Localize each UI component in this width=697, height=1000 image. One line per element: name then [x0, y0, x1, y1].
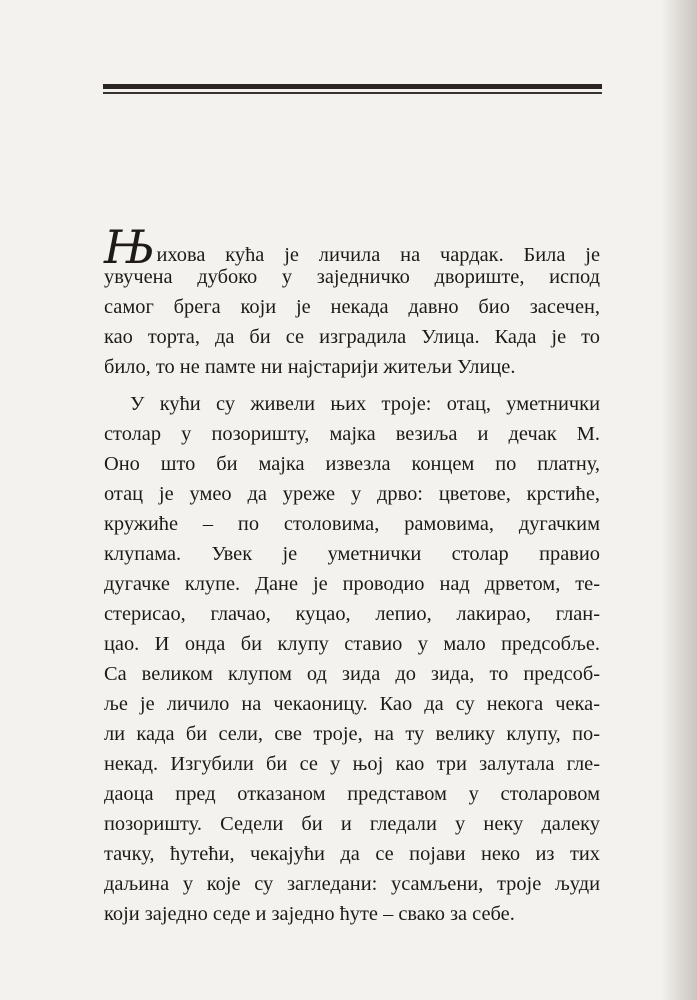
text-line [104, 220, 600, 274]
text-line: отац је умео да уреже у дрво: цветове, крстиће, [104, 483, 600, 505]
header-rule [103, 84, 602, 96]
text-line: кружиће – по столовима, рамовима, дугачким [104, 513, 600, 535]
text-line: клупама. Увек је уметнички столар правио [104, 543, 600, 565]
paragraph-1 [104, 220, 600, 382]
text-line: Оно што би мајка извезла концем по платну, [104, 453, 600, 475]
text-line: даоца пред отказаном представом у столаровом [104, 783, 600, 805]
text-line: столар у позоришту, мајка везиља и дечак М. [104, 423, 600, 445]
paragraph-2 [104, 389, 600, 929]
text-line: који заједно седе и заједно ћуте – свако за себе. [104, 903, 515, 925]
text-line: ље је личило на чекаоницу. Као да су некога чека- [104, 693, 600, 715]
header-rule-thick [103, 84, 602, 89]
text-line: Са великом клупом од зида до зида, то предсоб- [104, 663, 600, 685]
header-rule-thin [103, 92, 602, 94]
text-line: тачку, ћутећи, чекајући да се појави неко из тих [104, 843, 600, 865]
text-line: У кући су живели њих троје: отац, уметнички [130, 393, 600, 415]
text-line: увучена дубоко у заједничко двориште, испод [104, 266, 600, 288]
text-line: самог брега који је некада давно био засечен, [104, 296, 600, 318]
text-line: дугачке клупе. Дане је проводио над дрветом, те- [104, 573, 600, 595]
text-line: ли када би сели, све троје, на ту велику клупу, по- [104, 723, 600, 745]
text-line: било, то не памте ни најстарији житељи Улице. [104, 356, 516, 378]
text-line: стерисао, глачао, куцао, лепио, лакирао, глан- [104, 603, 600, 625]
text-line: позоришту. Седели би и гледали у неку далеку [104, 813, 600, 835]
chapter-text [104, 220, 600, 929]
line-text: ихова кућа је личила на чардак. Била је [156, 244, 600, 266]
text-line: даљина у које су загледани: усамљени, троје људи [104, 873, 600, 895]
page-edge-shadow [661, 0, 697, 1000]
text-line: некад. Изгубили би се у њој као три залутала гле- [104, 753, 600, 775]
drop-cap: Њ [104, 220, 156, 274]
text-line: цао. И онда би клупу ставио у мало предсобље. [104, 633, 600, 655]
text-line: као торта, да би се изградила Улица. Када је то [104, 326, 600, 348]
